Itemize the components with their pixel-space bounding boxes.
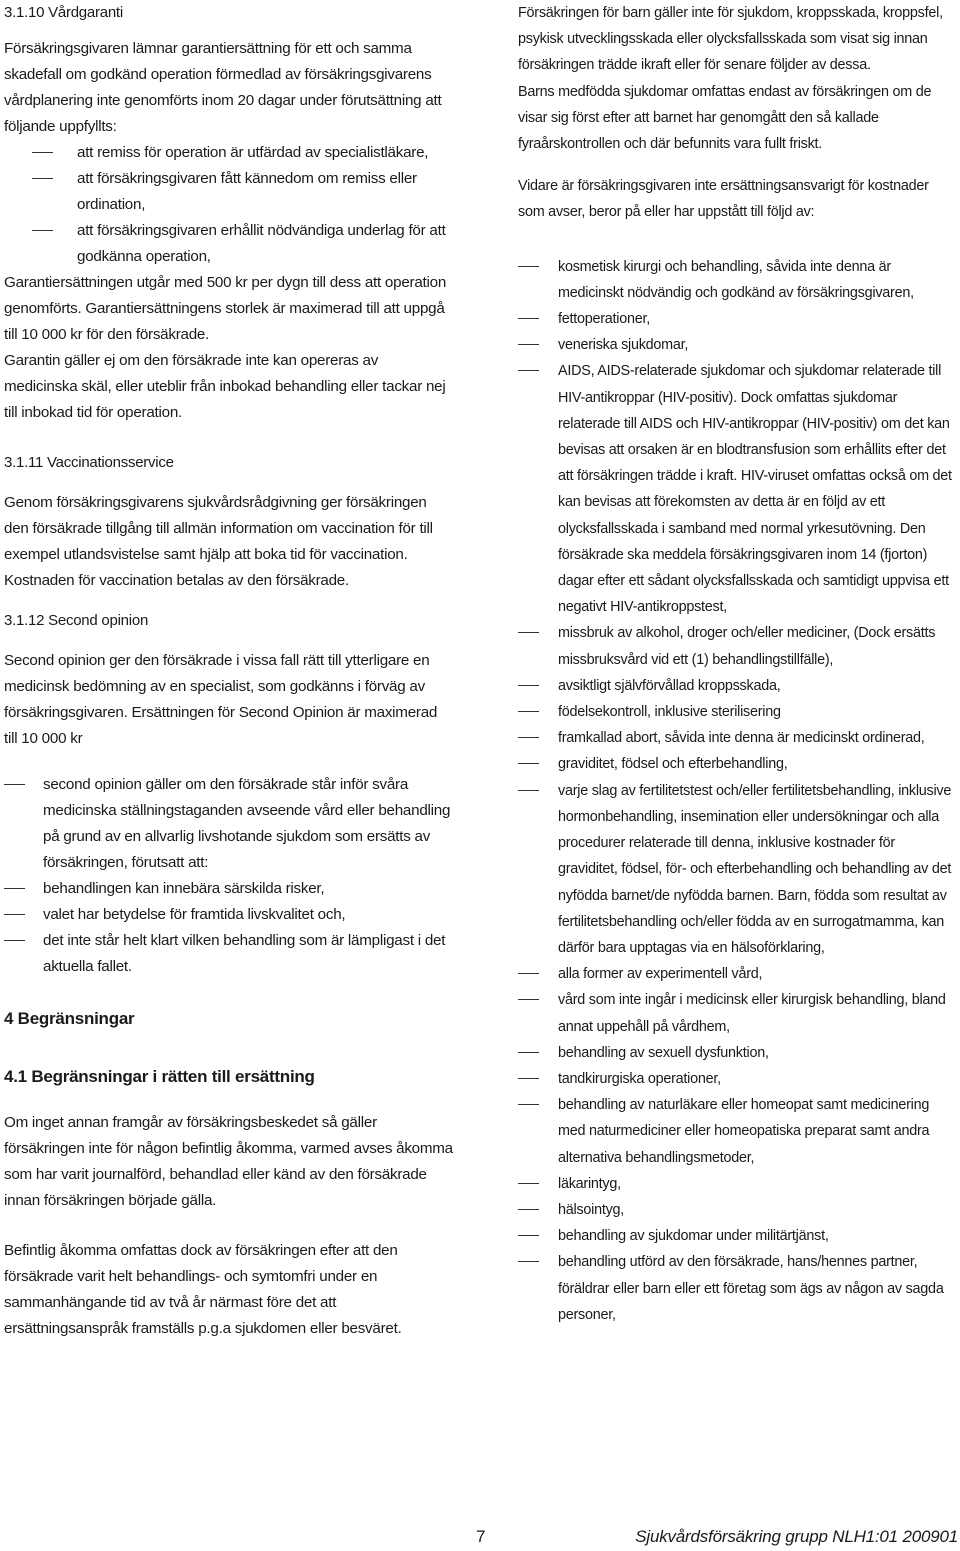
exclusion-list: [518, 254, 958, 1328]
section-heading: 4.1 Begränsningar i rätten till ersättning: [4, 1067, 315, 1086]
list-item: att remiss för operation är utfärdad av specialistläkare,: [4, 140, 454, 166]
list-item: hälsointyg,: [518, 1197, 958, 1223]
list-item: varje slag av fertilitetstest och/eller fertilitetsbehandling, inklusive hormonbehandling, insemination eller undersökningar och alla procedurer relaterade till denna, inklusive kostnader för graviditet, födsel, för- och efterbehandling och behandling av det nyfödda barnet/de nyfödda barnen. Barn, födda som resultat av fertilitetsbehandling och/eller födda av en surrogatmamma, kan därför bara upptagas via en hälsoförklaring,: [518, 778, 958, 961]
list-item: behandling av naturläkare eller homeopat samt medicinering med naturmediciner eller homeopatiska preparat samt andra alternativa behandlingsmetoder,: [518, 1092, 958, 1171]
paragraph: Garantiersättningen utgår med 500 kr per dygn till dess att operation genomförts. Garantiersättningens storlek är maximerad till att uppgå till 10 000 kr för den försäkrade.: [4, 274, 447, 343]
page-number: 7: [476, 1527, 486, 1546]
list-item: det inte står helt klart vilken behandling som är lämpligast i det aktuella fallet.: [4, 928, 454, 980]
list-item: kosmetisk kirurgi och behandling, såvida inte denna är medicinskt nödvändig och godkänd av försäkringsgivaren,: [518, 254, 958, 306]
list-item: läkarintyg,: [518, 1171, 958, 1197]
section-begransningar: [4, 1006, 454, 1342]
list-item: att försäkringsgivaren erhållit nödvändiga underlag för att godkänna operation,: [4, 218, 454, 270]
list-item: graviditet, födsel och efterbehandling,: [518, 751, 958, 777]
list-item: att försäkringsgivaren fått kännedom om remiss eller ordination,: [4, 166, 454, 218]
paragraph: Försäkringsgivaren lämnar garantiersättning för ett och samma skadefall om godkänd operation förmedlad av försäkringsgivarens vårdplanering inte genomförts inom 20 dagar under förutsättning att följande uppfyllts:: [4, 40, 442, 135]
right-column: [518, 0, 958, 1328]
condition-list: [4, 772, 454, 980]
section-heading: 3.1.11 Vaccinationsservice: [4, 454, 174, 471]
section-heading: 3.1.10 Vårdgaranti: [4, 4, 123, 21]
list-item: second opinion gäller om den försäkrade står inför svåra medicinska ställningstaganden avseende vård eller behandling på grund av en allvarlig livshotande sjukdom som ersätts av försäkringen, förutsatt att:: [4, 772, 454, 876]
document-footer: Sjukvårdsförsäkring grupp NLH1:01 200901: [635, 1527, 958, 1546]
list-item: alla former av experimentell vård,: [518, 961, 958, 987]
paragraph: Garantin gäller ej om den försäkrade inte kan opereras av medicinska skäl, eller uteblir från inbokad behandling eller tackar nej till inbokad tid för operation.: [4, 352, 446, 421]
paragraph: Försäkringen för barn gäller inte för sjukdom, kroppsskada, kroppsfel, psykisk utvecklingsskada eller olycksfallsskada som visat sig innan försäkringen trädde ikraft eller för senare följder av dessa.: [518, 5, 943, 74]
paragraph: Befintlig åkomma omfattas dock av försäkringen efter att den försäkrade varit helt behandlings- och symtomfri under en sammanhängande tid av två år närmast före det att ersättningsanspråk framställs p.g.a sjukdomen eller besväret.: [4, 1242, 402, 1337]
section-vardgaranti: [4, 0, 454, 426]
list-item: behandlingen kan innebära särskilda risker,: [4, 876, 454, 902]
list-item: behandling utförd av den försäkrade, hans/hennes partner, föräldrar eller barn eller ett företag som ägs av någon av sagda personer,: [518, 1249, 958, 1328]
chapter-heading: 4 Begränsningar: [4, 1009, 135, 1028]
list-item: framkallad abort, såvida inte denna är medicinskt ordinerad,: [518, 725, 958, 751]
paragraph: Barns medfödda sjukdomar omfattas endast av försäkringen om de visar sig först efter att barnet har genomgått den så kallade fyraårskontrollen och där befunnits vara fullt friskt.: [518, 83, 932, 153]
section-vaccination: [4, 450, 454, 594]
list-item: tandkirurgiska operationer,: [518, 1066, 958, 1092]
paragraph: Om inget annan framgår av försäkringsbeskedet så gäller försäkringen inte för någon befintlig åkomma, varmed avses åkomma som har varit journalförd, behandlad eller känd av den försäkrade innan försäkringen började gälla.: [4, 1114, 453, 1209]
left-column: [4, 0, 454, 1342]
list-item: vård som inte ingår i medicinsk eller kirurgisk behandling, bland annat uppehåll på vårdhem,: [518, 987, 958, 1039]
list-item: fettoperationer,: [518, 306, 958, 332]
paragraph: Genom försäkringsgivarens sjukvårdsrådgivning ger försäkringen den försäkrade tillgång till allmän information om vaccination för till exempel utlandsvistelse samt hjälp att boka tid för vaccination. Kostnaden för vaccination betalas av den försäkrade.: [4, 494, 433, 589]
list-item: veneriska sjukdomar,: [518, 332, 958, 358]
list-item: AIDS, AIDS-relaterade sjukdomar och sjukdomar relaterade till HIV-antikroppar (HIV-positiv). Dock omfattas sjukdomar relaterade till AIDS och HIV-antikroppar (HIV-positiv) om det kan bevisas att orsaken är en blodtransfusion som erhållits efter det att försäkringen trädde i kraft. HIV-viruset omfattas också om det kan bevisas att förekomsten av detta är en följd av ett olycksfallsskada i samband med normal yrkesutövning. Den försäkrade ska meddela försäkringsgivaren inom 14 (fjorton) dagar efter ett sådant olycksfallsskada och samtidigt uppvisa ett negativt HIV-antikroppstest,: [518, 358, 958, 620]
paragraph: Vidare är försäkringsgivaren inte ersättningsansvarigt för kostnader som avser, beror på eller har uppstått till följd av:: [518, 178, 929, 221]
section-second-opinion: [4, 608, 454, 980]
paragraph: Second opinion ger den försäkrade i vissa fall rätt till ytterligare en medicinsk bedömning av en specialist, som godkänns i förväg av försäkringsgivaren. Ersättningen för Second Opinion är maximerad till 10 000 kr: [4, 652, 438, 747]
list-item: behandling av sexuell dysfunktion,: [518, 1040, 958, 1066]
list-item: födelsekontroll, inklusive sterilisering: [518, 699, 958, 725]
list-item: valet har betydelse för framtida livskvalitet och,: [4, 902, 454, 928]
list-item: behandling av sjukdomar under militärtjänst,: [518, 1223, 958, 1249]
list-item: missbruk av alkohol, droger och/eller mediciner, (Dock ersätts missbruksvård vid ett (1) behandlingstillfälle),: [518, 620, 958, 672]
section-heading: 3.1.12 Second opinion: [4, 612, 149, 629]
list-item: avsiktligt självförvållad kroppsskada,: [518, 673, 958, 699]
condition-list: [4, 140, 454, 270]
